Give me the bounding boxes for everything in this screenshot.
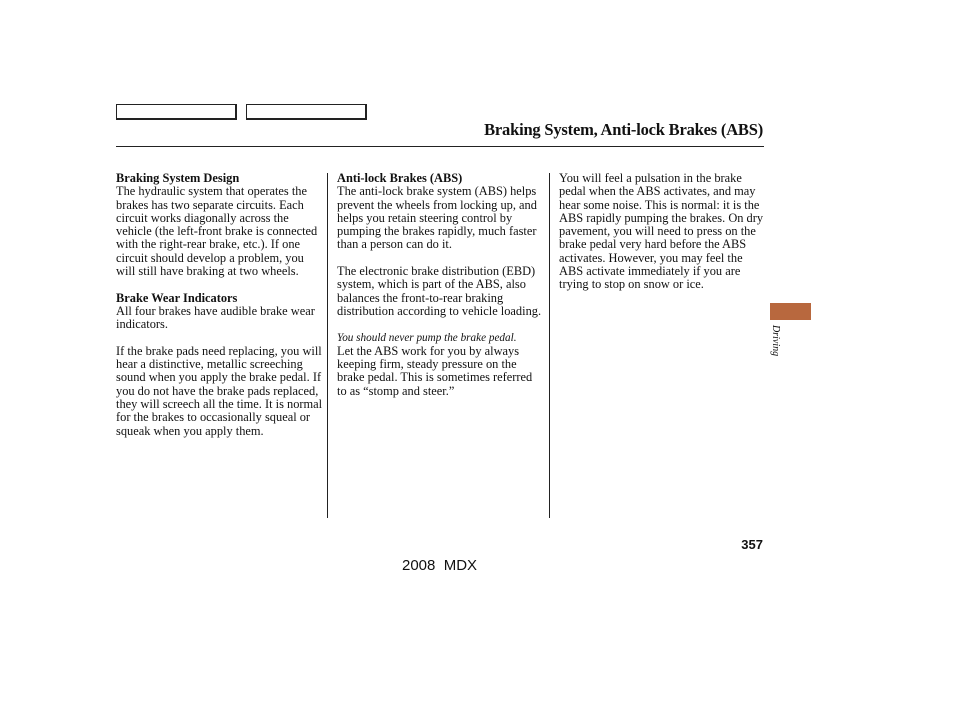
note-never-pump: You should never pump the brake pedal. xyxy=(337,331,517,344)
column-divider xyxy=(549,173,550,518)
column-right xyxy=(559,172,767,292)
footer-model: 2008 MDX xyxy=(402,557,478,574)
page-number: 357 xyxy=(741,537,763,552)
section-label-driving: Driving xyxy=(770,325,781,357)
column-left xyxy=(116,172,324,438)
heading-anti-lock-brakes: Anti-lock Brakes (ABS) xyxy=(337,171,463,185)
section-tab xyxy=(770,303,811,320)
paragraph-brake-wear-indicators: All four brakes have audible brake wear indicators. xyxy=(116,303,315,332)
paragraph-stomp-and-steer: Let the ABS work for you by always keeping firm, steady pressure on the brake pedal. This is sometimes referred to as “stomp and steer.” xyxy=(337,343,533,398)
heading-brake-wear-indicators: Brake Wear Indicators xyxy=(116,290,238,305)
paragraph-brake-pads: If the brake pads need replacing, you will hear a distinctive, metallic screeching sound when you apply the brake pedal. If you do not have the brake pads replaced, they will screech all the time. It is normal for the brakes to occasionally squeal or squeak when you apply them. xyxy=(116,343,323,438)
nav-button-next[interactable] xyxy=(246,104,367,120)
column-divider xyxy=(327,173,328,518)
paragraph-pulsation: You will feel a pulsation in the brake pedal when the ABS activates, and may hear some noise. This is normal: it is the ABS rapidly pumping the brakes. On dry pavement, you will need to press on the brake pedal very hard before the ABS activates. However, you may feel the ABS activate immediately if you are trying to stop on snow or ice. xyxy=(559,171,764,292)
paragraph-abs-intro: The anti-lock brake system (ABS) helps prevent the wheels from locking up, and helps you retain steering control by pumping the brakes rapidly, much faster than a person can do it. xyxy=(337,184,537,252)
nav-button-previous[interactable] xyxy=(116,104,237,120)
paragraph-ebd: The electronic brake distribution (EBD) system, which is part of the ABS, also balances the front-to-rear braking distribution according to vehicle loading. xyxy=(337,264,542,318)
column-middle xyxy=(337,172,543,398)
page-title: Braking System, Anti-lock Brakes (ABS) xyxy=(484,120,763,139)
title-rule xyxy=(116,146,764,147)
paragraph-braking-system-design: The hydraulic system that operates the brakes has two separate circuits. Each circuit works diagonally across the vehicle (the left-front brake is connected with the right-rear brake, etc.). If one circuit should develop a problem, you will still have braking at two wheels. xyxy=(116,184,318,279)
heading-braking-system-design: Braking System Design xyxy=(116,171,240,185)
